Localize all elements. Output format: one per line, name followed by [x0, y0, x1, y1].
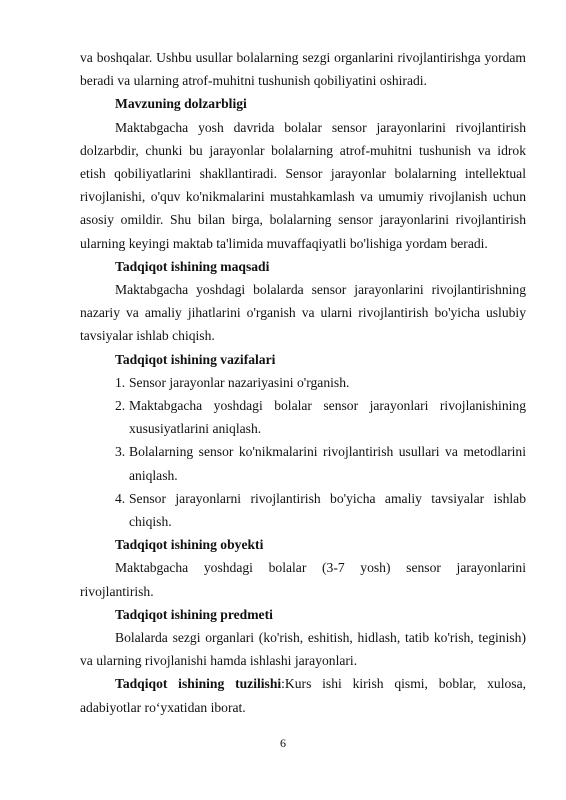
object-heading: Tadqiqot ishining obyekti: [115, 537, 264, 553]
relevance-heading: Mavzuning dolzarbligi: [115, 96, 247, 112]
list-number: 3.: [115, 444, 126, 460]
intro-paragraph: va boshqalar. Ushbu usullar bolalarning sezgi organlarini rivojlantirishga yordam beradi va ularning atrof-muhitni tushunish qobiliyatini oshiradi.: [80, 50, 526, 89]
list-text: Sensor jarayonlarni rivojlantirish bo'yicha amaliy tavsiyalar ishlab chiqish.: [129, 490, 526, 530]
page-number: 6: [280, 736, 286, 750]
list-text: Maktabgacha yoshdagi bolalar sensor jarayonlari rivojlanishining xususiyatlarini aniqlash.: [129, 398, 526, 437]
list-item: [115, 487, 526, 533]
tasks-list: [80, 371, 526, 533]
tasks-heading: Tadqiqot ishining vazifalari: [115, 351, 276, 367]
structure-paragraph: [80, 672, 526, 718]
list-item: [115, 371, 526, 394]
goal-paragraph: Maktabgacha yoshdagi bolalarda sensor jarayonlarini rivojlantirishning nazariy va amaliy jihatlarini o'rganish va ularni rivojlantirish bo'yicha uslubiy tavsiyalar ishlab chiqish.: [80, 282, 526, 344]
list-number: 2.: [115, 398, 126, 414]
structure-label: Tadqiqot ishining tuzilishi: [115, 676, 282, 692]
subject-paragraph: Bolalarda sezgi organlari (ko'rish, eshitish, hidlash, tatib ko'rish, teginish) va ularning rivojlanishi hamda ishlashi jarayonlari.: [80, 630, 526, 669]
list-text: Bolalarning sensor ko'nikmalarini rivojlantirish usullari va metodlarini aniqlash.: [129, 444, 526, 483]
list-number: 1.: [115, 374, 126, 390]
list-item: [115, 394, 526, 440]
structure-text: :Kurs ishi kirish qismi, boblar, xulosa, adabiyotlar ro‘yxatidan iborat.: [80, 676, 526, 715]
list-number: 4.: [115, 490, 126, 506]
object-paragraph: Maktabgacha yoshdagi bolalar (3-7 yosh) sensor jarayonlarini rivojlantirish.: [80, 560, 526, 599]
relevance-paragraph: Maktabgacha yosh davrida bolalar sensor jarayonlarini rivojlantirish dolzarbdir, chunki bu jarayonlar bolalarning atrof-muhitni tushunish va idrok etish qobiliyatlarini shakllantiradi. Sensor jarayonlar bolalarning intellektual rivojlanishi, o'quv ko'nikmalarini mustahkamlash va umumiy rivojlanish uchun asosiy omildir. Shu bilan birga, bolalarning sensor jarayonlarini rivojlantirish ularning keyingi maktab ta'limida muvaffaqiyatli bo'lishiga yordam beradi.: [80, 119, 526, 251]
list-item: [115, 440, 526, 486]
subject-heading: Tadqiqot ishining predmeti: [115, 606, 273, 622]
list-text: Sensor jarayonlar nazariyasini o'rganish.: [129, 374, 350, 390]
goal-heading: Tadqiqot ishining maqsadi: [115, 258, 270, 274]
document-page: [80, 46, 526, 719]
